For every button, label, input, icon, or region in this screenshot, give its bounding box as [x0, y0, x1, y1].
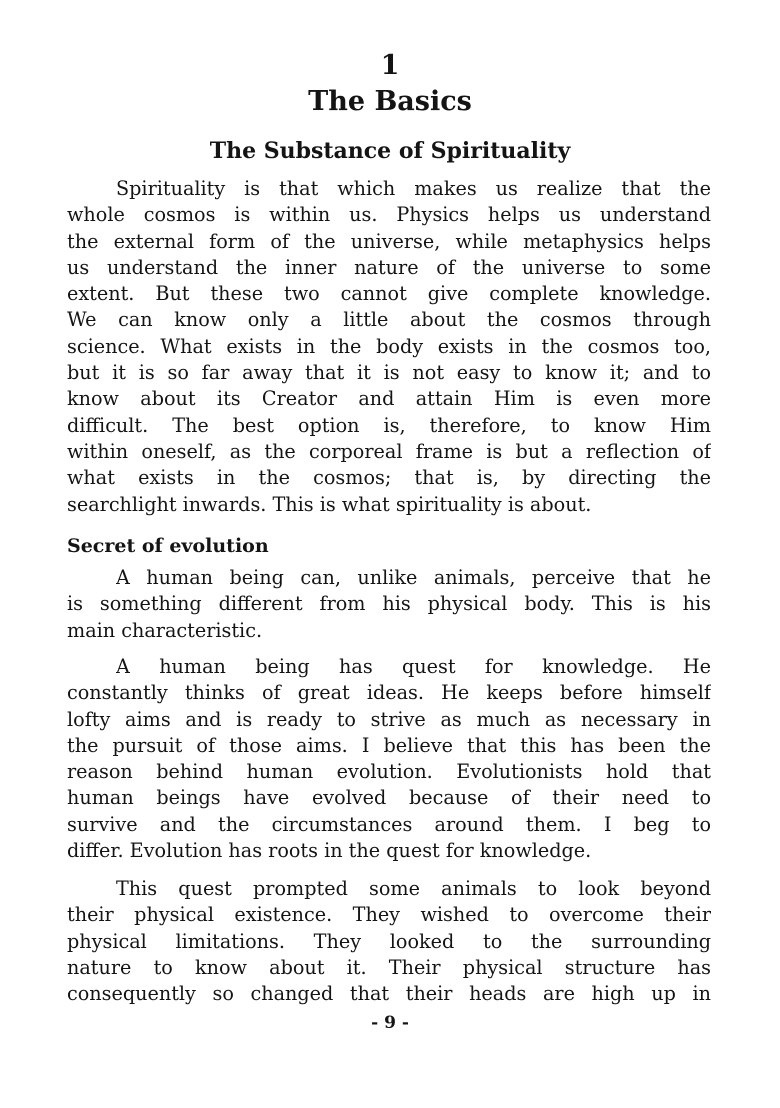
- text-line: whole cosmos is within us. Physics helps us understand: [67, 203, 711, 227]
- text-line: the external form of the universe, while metaphysics helps: [67, 229, 711, 253]
- paragraph-quest-for-knowledge: [67, 654, 711, 864]
- paragraph-spirituality: [67, 176, 711, 518]
- text-line: the pursuit of those aims. I believe that this has been the: [67, 733, 711, 757]
- text-line: survive and the circumstances around them. I beg to: [67, 812, 711, 836]
- section-title: The Substance of Spirituality: [209, 138, 571, 164]
- text-line: extent. But these two cannot give complete knowledge.: [67, 282, 711, 306]
- text-line: science. What exists in the body exists in the cosmos too,: [67, 334, 711, 358]
- text-line: reason behind human evolution. Evolutionists hold that: [67, 760, 711, 784]
- text-line: searchlight inwards. This is what spirituality is about.: [67, 492, 592, 516]
- chapter-title: The Basics: [308, 86, 472, 117]
- chapter-number: 1: [380, 50, 400, 81]
- text-line: main characteristic.: [67, 618, 263, 642]
- text-line: A human being can, unlike animals, perceive that he: [116, 566, 711, 589]
- text-line: differ. Evolution has roots in the quest for knowledge.: [67, 839, 592, 863]
- text-line: physical limitations. They looked to the surrounding: [67, 929, 711, 953]
- paragraph-quest-prompted: [67, 876, 711, 1007]
- text-line: nature to know about it. Their physical structure has: [67, 955, 711, 979]
- paragraph-human-perception: [67, 565, 711, 644]
- text-line: This quest prompted some animals to look beyond: [116, 877, 711, 900]
- text-line: Spirituality is that which makes us realize that the: [116, 177, 711, 200]
- text-line: consequently so changed that their heads are high up in: [67, 982, 711, 1006]
- text-line: us understand the inner nature of the universe to some: [67, 255, 711, 279]
- page-number: - 9 -: [371, 1013, 409, 1033]
- text-line: We can know only a little about the cosmos through: [67, 308, 711, 332]
- text-line: difficult. The best option is, therefore, to know Him: [67, 413, 711, 437]
- text-line: their physical existence. They wished to overcome their: [67, 903, 711, 927]
- text-line: but it is so far away that it is not easy to know it; and to: [67, 361, 711, 385]
- text-line: know about its Creator and attain Him is even more: [67, 387, 711, 411]
- text-line: A human being has quest for knowledge. He: [116, 655, 711, 678]
- text-line: is something different from his physical body. This is his: [67, 592, 711, 616]
- text-line: lofty aims and is ready to strive as much as necessary in: [67, 707, 711, 731]
- text-line: human beings have evolved because of their need to: [67, 786, 711, 810]
- text-line: what exists in the cosmos; that is, by directing the: [67, 466, 711, 490]
- text-line: within oneself, as the corporeal frame is but a reflection of: [67, 439, 711, 463]
- subsection-heading: Secret of evolution: [67, 535, 269, 557]
- text-line: constantly thinks of great ideas. He keeps before himself: [67, 681, 711, 705]
